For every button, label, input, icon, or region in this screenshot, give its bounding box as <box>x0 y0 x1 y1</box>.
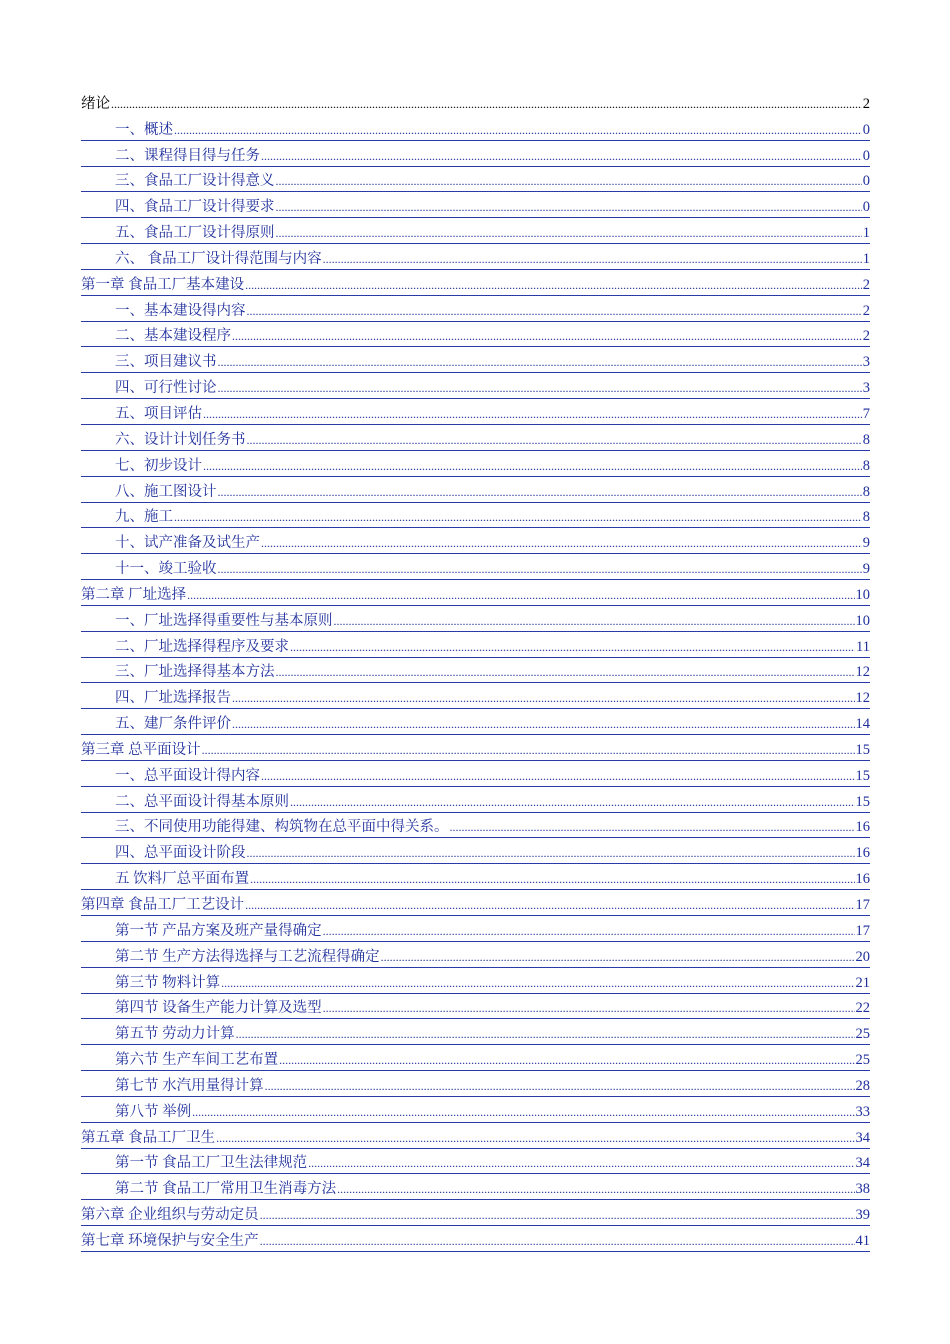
toc-dot-leader <box>218 483 862 502</box>
toc-entry-page-number: 8 <box>862 509 870 526</box>
toc-entry-page-number: 2 <box>862 95 870 112</box>
toc-dot-leader <box>260 1232 855 1251</box>
toc-entry-page-number: 8 <box>862 483 870 500</box>
toc-dot-leader <box>247 844 855 863</box>
toc-entry-link[interactable] <box>81 761 870 787</box>
toc-entry-link[interactable] <box>81 606 870 632</box>
toc-dot-leader <box>290 793 855 812</box>
toc-entry-link[interactable] <box>81 1097 870 1123</box>
toc-entry-link[interactable] <box>81 735 870 761</box>
toc-entry-title: 六、 食品工厂设计得范围与内容 <box>115 250 322 267</box>
toc-dot-leader <box>245 896 854 915</box>
toc-entry-page-number: 34 <box>855 1155 870 1172</box>
toc-entry-link[interactable] <box>81 528 870 554</box>
toc-entry <box>81 89 870 115</box>
toc-entry-title: 绪论 <box>81 95 110 112</box>
toc-entry-title: 一、总平面设计得内容 <box>115 767 260 784</box>
toc-entry-title: 四、总平面设计阶段 <box>115 845 246 862</box>
toc-entry-title: 六、设计计划任务书 <box>115 431 246 448</box>
toc-entry-link[interactable] <box>81 1019 870 1045</box>
toc-entry-title: 第四章 食品工厂工艺设计 <box>81 897 245 913</box>
toc-entry-page-number: 0 <box>862 121 870 138</box>
toc-entry-page-number: 39 <box>855 1207 870 1224</box>
toc-entry-link[interactable] <box>81 787 870 813</box>
toc-dot-leader <box>174 508 862 527</box>
toc-entry-page-number: 38 <box>855 1181 870 1198</box>
toc-dot-leader <box>245 276 862 295</box>
toc-dot-leader <box>279 1051 854 1070</box>
toc-entry-page-number: 15 <box>855 793 870 810</box>
toc-dot-leader <box>337 1180 854 1199</box>
toc-dot-leader <box>232 689 855 708</box>
toc-entry-page-number: 21 <box>855 974 870 991</box>
toc-entry-page-number: 25 <box>855 1052 870 1069</box>
toc-dot-leader <box>265 1077 855 1096</box>
toc-entry-page-number: 14 <box>855 716 870 733</box>
toc-entry-title: 五、建厂条件评价 <box>115 716 231 733</box>
toc-entry-link[interactable] <box>81 968 870 994</box>
toc-entry-title: 第七节 水汽用量得计算 <box>115 1077 264 1094</box>
toc-entry-link[interactable] <box>81 580 870 606</box>
toc-entry-title: 七、初步设计 <box>115 457 202 474</box>
toc-entry-title: 一、基本建设得内容 <box>115 302 246 319</box>
toc-entry-page-number: 15 <box>855 767 870 784</box>
toc-entry-title: 三、不同使用功能得建、构筑物在总平面中得关系。 <box>115 819 449 836</box>
toc-entry-page-number: 33 <box>855 1103 870 1120</box>
toc-dot-leader <box>276 172 862 191</box>
toc-entry-title: 第八节 举例 <box>115 1103 192 1120</box>
toc-entry-link[interactable] <box>81 1226 870 1252</box>
toc-entry-title: 四、食品工厂设计得要求 <box>115 199 275 216</box>
toc-dot-leader <box>250 870 854 889</box>
toc-dot-leader <box>203 457 862 476</box>
toc-dot-leader <box>290 638 855 657</box>
toc-entry-title: 第一章 食品工厂基本建设 <box>81 276 245 293</box>
toc-dot-leader <box>450 818 855 837</box>
toc-entry-title: 二、课程得目得与任务 <box>115 147 260 164</box>
toc-dot-leader <box>260 1206 855 1225</box>
toc-entry-title: 五、食品工厂设计得原则 <box>115 225 275 242</box>
toc-entry-title: 十一、竣工验收 <box>115 561 217 578</box>
toc-entry-link[interactable] <box>81 192 870 218</box>
toc-entry-link[interactable] <box>81 942 870 968</box>
toc-dot-leader <box>276 224 862 243</box>
toc-entry-link[interactable] <box>81 890 870 916</box>
toc-entry-link[interactable] <box>81 425 870 451</box>
toc-entry-title: 第五节 劳动力计算 <box>115 1026 235 1043</box>
toc-dot-leader <box>261 147 862 166</box>
toc-entry-link[interactable] <box>81 270 870 296</box>
toc-entry-page-number: 8 <box>862 431 870 448</box>
toc-entry-title: 第三章 总平面设计 <box>81 741 201 758</box>
toc-entry-title: 二、厂址选择得程序及要求 <box>115 638 289 655</box>
toc-dot-leader <box>111 95 862 114</box>
toc-entry-page-number: 2 <box>862 302 870 319</box>
toc-entry-page-number: 12 <box>855 664 870 681</box>
toc-entry-page-number: 0 <box>862 147 870 164</box>
toc-entry-page-number: 2 <box>862 328 870 345</box>
toc-dot-leader <box>187 586 854 605</box>
toc-entry-page-number: 9 <box>862 561 870 578</box>
toc-entry-link[interactable] <box>81 451 870 477</box>
toc-dot-leader <box>218 379 862 398</box>
toc-entry-link[interactable] <box>81 477 870 503</box>
toc-entry-link[interactable] <box>81 1200 870 1226</box>
toc-entry-link[interactable] <box>81 244 870 270</box>
toc-entry-page-number: 25 <box>855 1026 870 1043</box>
toc-entry-page-number: 0 <box>862 173 870 190</box>
toc-entry-page-number: 22 <box>855 1000 870 1017</box>
toc-entry-link[interactable] <box>81 1149 870 1175</box>
toc-entry-page-number: 2 <box>862 276 870 293</box>
toc-entry-title: 二、总平面设计得基本原则 <box>115 793 289 810</box>
toc-entry-link[interactable] <box>81 709 870 735</box>
toc-entry-link[interactable] <box>81 916 870 942</box>
table-of-contents <box>81 89 870 1252</box>
toc-entry-title: 四、可行性讨论 <box>115 380 217 397</box>
toc-dot-leader <box>247 431 862 450</box>
toc-dot-leader <box>236 1025 855 1044</box>
toc-entry-page-number: 34 <box>855 1129 870 1146</box>
toc-entry-title: 三、项目建议书 <box>115 354 217 371</box>
toc-entry-page-number: 7 <box>862 405 870 422</box>
toc-dot-leader <box>308 1154 854 1173</box>
toc-entry-title: 三、厂址选择得基本方法 <box>115 664 275 681</box>
toc-entry-page-number: 16 <box>855 819 870 836</box>
toc-entry-link[interactable] <box>81 296 870 322</box>
toc-entry-link[interactable] <box>81 632 870 658</box>
toc-entry-title: 第二章 厂址选择 <box>81 586 187 603</box>
toc-entry-link[interactable] <box>81 658 870 684</box>
toc-dot-leader <box>323 999 855 1018</box>
toc-entry-link[interactable] <box>81 115 870 141</box>
toc-dot-leader <box>192 1103 854 1122</box>
toc-dot-leader <box>276 198 862 217</box>
toc-entry-link[interactable] <box>81 864 870 890</box>
toc-entry-page-number: 15 <box>855 741 870 758</box>
toc-dot-leader <box>334 612 855 631</box>
toc-entry-page-number: 9 <box>862 535 870 552</box>
toc-dot-leader <box>202 741 855 760</box>
toc-dot-leader <box>232 327 862 346</box>
toc-entry-link[interactable] <box>81 813 870 839</box>
toc-entry-title: 十、试产准备及试生产 <box>115 535 260 552</box>
toc-entry-link[interactable] <box>81 347 870 373</box>
toc-entry-title: 四、厂址选择报告 <box>115 690 231 707</box>
toc-entry-link[interactable] <box>81 167 870 193</box>
toc-entry-page-number: 17 <box>855 922 870 939</box>
toc-entry-page-number: 17 <box>855 897 870 913</box>
toc-entry-title: 第一节 食品工厂卫生法律规范 <box>115 1155 308 1172</box>
toc-entry-page-number: 20 <box>855 948 870 965</box>
toc-entry-page-number: 1 <box>862 250 870 267</box>
toc-entry-title: 九、施工 <box>115 509 173 526</box>
toc-entry-link[interactable] <box>81 1123 870 1149</box>
toc-entry-page-number: 8 <box>862 457 870 474</box>
toc-entry-page-number: 0 <box>862 199 870 216</box>
toc-entry-link[interactable] <box>81 683 870 709</box>
toc-entry-page-number: 10 <box>855 586 870 603</box>
toc-entry-link[interactable] <box>81 838 870 864</box>
toc-entry-title: 二、基本建设程序 <box>115 328 231 345</box>
toc-entry-title: 第三节 物料计算 <box>115 974 221 991</box>
toc-dot-leader <box>261 767 855 786</box>
toc-entry-title: 第四节 设备生产能力计算及选型 <box>115 1000 322 1017</box>
toc-entry-link[interactable] <box>81 218 870 244</box>
toc-dot-leader <box>218 560 862 579</box>
toc-entry-link[interactable] <box>81 1174 870 1200</box>
toc-entry-link[interactable] <box>81 503 870 529</box>
toc-entry-page-number: 10 <box>855 612 870 629</box>
toc-entry-page-number: 1 <box>862 225 870 242</box>
toc-entry-title: 五 饮料厂总平面布置 <box>115 871 250 888</box>
toc-dot-leader <box>216 1129 854 1148</box>
toc-dot-leader <box>203 405 862 424</box>
toc-entry-title: 第一节 产品方案及班产量得确定 <box>115 922 322 939</box>
toc-entry-title: 第六章 企业组织与劳动定员 <box>81 1207 259 1224</box>
toc-entry-page-number: 16 <box>855 845 870 862</box>
toc-dot-leader <box>323 250 862 269</box>
toc-entry-link[interactable] <box>81 554 870 580</box>
toc-entry-link[interactable] <box>81 994 870 1020</box>
toc-entry-page-number: 11 <box>856 638 870 655</box>
toc-entry-title: 一、厂址选择得重要性与基本原则 <box>115 612 333 629</box>
toc-dot-leader <box>221 974 854 993</box>
toc-entry-page-number: 41 <box>855 1232 870 1249</box>
toc-entry-title: 第七章 环境保护与安全生产 <box>81 1232 259 1249</box>
toc-entry-title: 五、项目评估 <box>115 405 202 422</box>
toc-dot-leader <box>247 302 862 321</box>
toc-entry-page-number: 3 <box>862 354 870 371</box>
toc-entry-link[interactable] <box>81 399 870 425</box>
toc-entry-title: 第二节 食品工厂常用卫生消毒方法 <box>115 1181 337 1198</box>
toc-entry-title: 第五章 食品工厂卫生 <box>81 1129 216 1146</box>
toc-dot-leader <box>261 534 862 553</box>
toc-entry-page-number: 28 <box>855 1077 870 1094</box>
toc-dot-leader <box>323 922 855 941</box>
toc-entry-link[interactable] <box>81 141 870 167</box>
toc-entry-page-number: 3 <box>862 380 870 397</box>
toc-dot-leader <box>381 948 855 967</box>
toc-entry-page-number: 16 <box>855 871 870 888</box>
toc-entry-title: 一、概述 <box>115 121 173 138</box>
toc-entry-link[interactable] <box>81 1071 870 1097</box>
toc-entry-link[interactable] <box>81 322 870 348</box>
toc-entry-title: 三、食品工厂设计得意义 <box>115 173 275 190</box>
toc-entry-page-number: 12 <box>855 690 870 707</box>
toc-entry-link[interactable] <box>81 373 870 399</box>
toc-dot-leader <box>218 353 862 372</box>
toc-entry-link[interactable] <box>81 1045 870 1071</box>
toc-dot-leader <box>276 663 855 682</box>
toc-entry-title: 八、施工图设计 <box>115 483 217 500</box>
toc-dot-leader <box>174 121 862 140</box>
toc-dot-leader <box>232 715 855 734</box>
toc-entry-title: 第六节 生产车间工艺布置 <box>115 1052 279 1069</box>
toc-entry-title: 第二节 生产方法得选择与工艺流程得确定 <box>115 948 380 965</box>
